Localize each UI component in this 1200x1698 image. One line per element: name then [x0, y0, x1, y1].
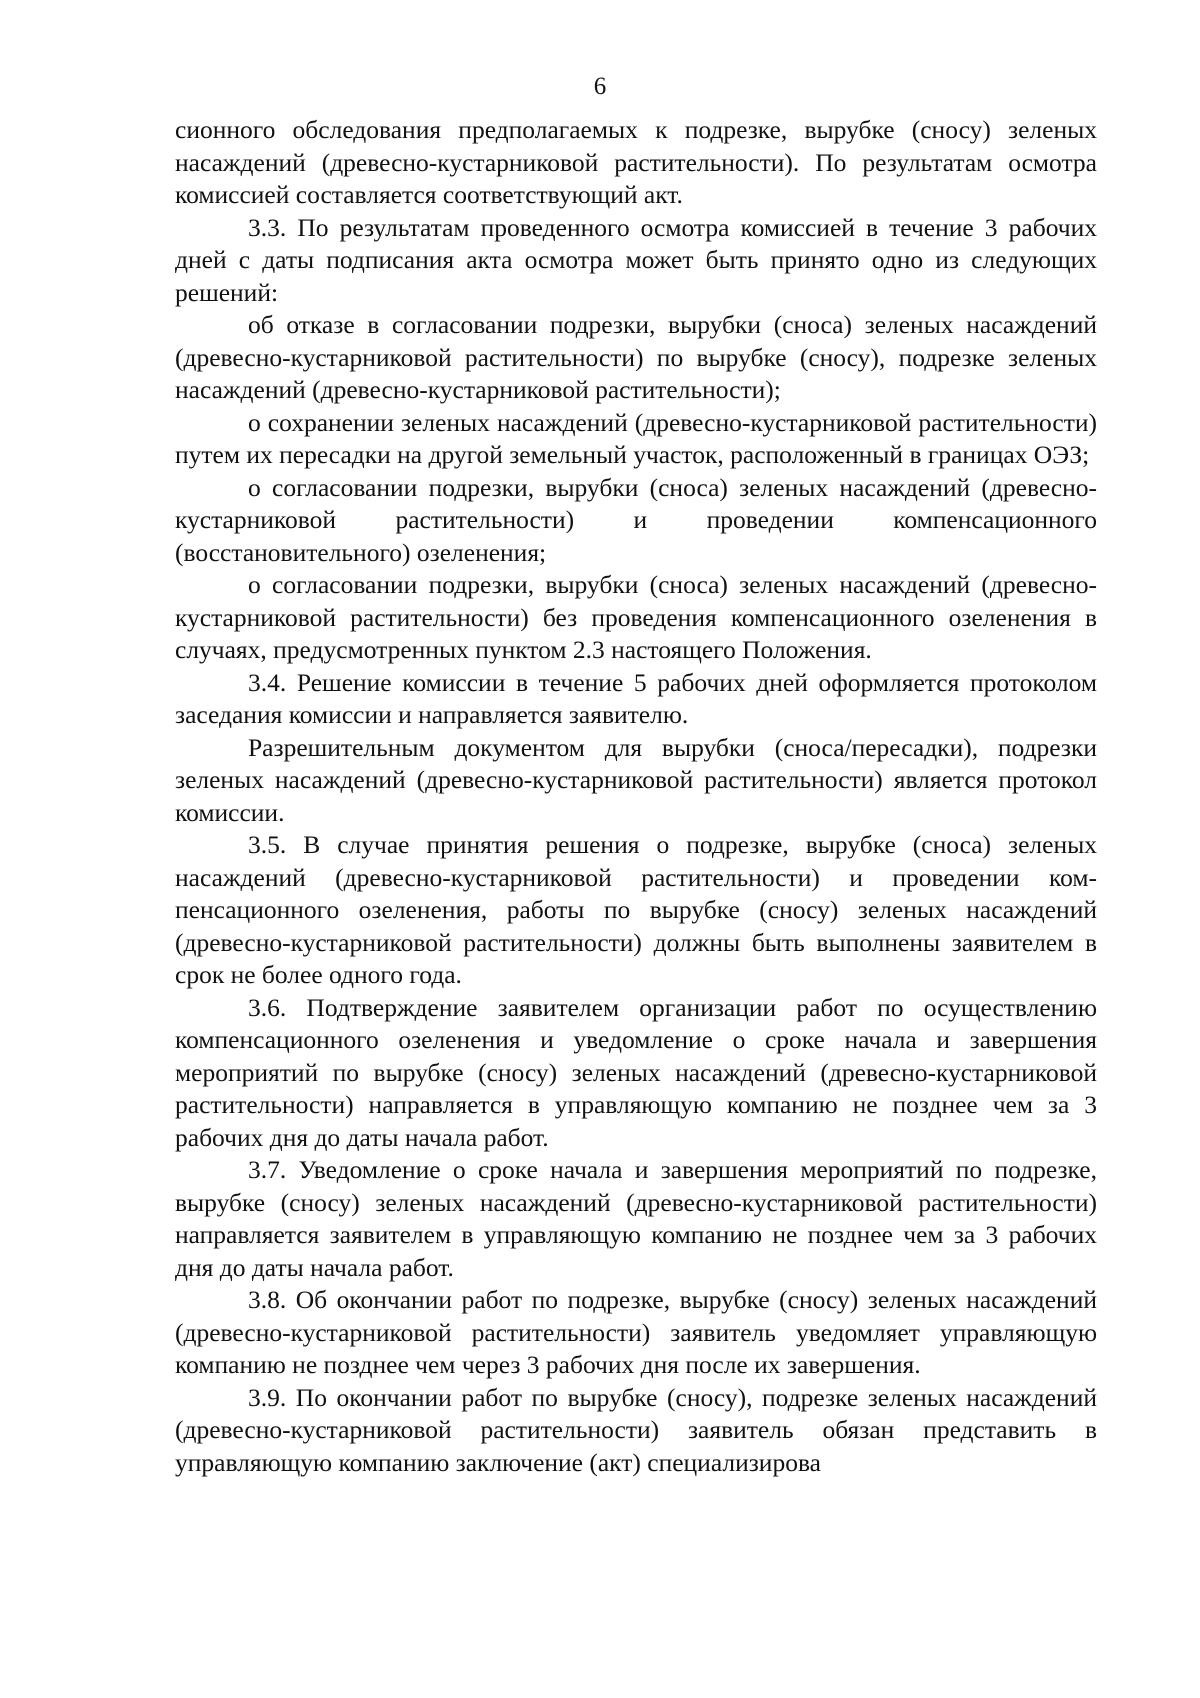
paragraph-decision-approval-no-compensation: о согласовании подрезки, вырубки (сноса) зеленых насаждений (древесно-кустарниковой растительности) без проведения компенсационного озеленения в случаях, предусмотренных пунктом 2.3 настоящего Положения.	[175, 570, 1097, 664]
document-body	[175, 114, 1097, 1479]
paragraph-3-6: 3.6. Подтверждение заявителем организации работ по осуществлению компенсационного озеленения и уведомление о сроке начала и завершения мероприятий по вырубке (сносу) зеленых насаждений (древесно-кустарниковой растительности) направляется в управляющую компанию не позднее чем за 3 рабочих дня до даты начала работ.	[175, 992, 1097, 1152]
paragraph-3-3: 3.3. По результатам проведенного осмотра комиссией в течение 3 рабочих дней с даты подписания акта осмотра может быть принято одно из следующих решений:	[175, 212, 1097, 307]
paragraph-decision-refusal: об отказе в согласовании подрезки, вырубки (сноса) зеленых насаждений (древесно-кустарниковой растительности) по вырубке (сносу), подрезке зеленых насаждений (древесно-кустарниковой растительности);	[175, 310, 1097, 404]
page-number: 6	[593, 73, 607, 100]
paragraph-3-5: 3.5. В случае принятия решения о подрезке, вырубке (сноса) зеленых насаждений (древесно-кустарниковой растительности) и проведении компенсационного озеленения, работы по вырубке (сносу) зеленых насаждений (древесно-кустарниковой растительности) должны быть выполнены заявителем в срок не более одного года.	[175, 830, 1097, 989]
paragraph-permit-document: Разрешительным документом для вырубки (сноса/пересадки), подрезки зеленых насаждений (древесно-кустарниковой растительности) является протокол комиссии.	[175, 732, 1097, 827]
paragraph-3-4: 3.4. Решение комиссии в течение 5 рабочих дней оформляется протоколом заседания комиссии и направляется заявителю.	[175, 667, 1097, 729]
paragraph-decision-transplant: о сохранении зеленых насаждений (древесно-кустарниковой растительности) путем их пересадки на другой земельный участок, расположенный в границах ОЭЗ;	[175, 407, 1097, 469]
paragraph-3-8: 3.8. Об окончании работ по подрезке, вырубке (сносу) зеленых насаждений (древесно-кустарниковой растительности) заявитель уведомляет управляющую компанию не позднее чем через 3 рабочих дня после их завершения.	[175, 1285, 1097, 1379]
paragraph-3-9: 3.9. По окончании работ по вырубке (сносу), подрезке зеленых насаждений (древесно-кустарниковой растительности) заявитель обязан представить в управляющую компанию заключение (акт) специализирова	[175, 1382, 1097, 1477]
paragraph-decision-approval-compensation: о согласовании подрезки, вырубки (сноса) зеленых насаждений (древесно-кустарниковой растительности) и проведении компенсационного (восстановительного) озеленения;	[175, 472, 1097, 567]
paragraph-continuation: сионного обследования предполагаемых к подрезке, вырубке (сносу) зеленых насаждений (древесно-кустарниковой растительности). По результатам осмотра комиссией составляется соответствующий акт.	[175, 115, 1097, 209]
paragraph-3-7: 3.7. Уведомление о сроке начала и завершения мероприятий по подрезке, вырубке (сносу) зеленых насаждений (древесно-кустарниковой растительности) направляется заявителем в управляющую компанию не позднее чем за 3 рабочих дня до даты начала работ.	[175, 1155, 1097, 1282]
